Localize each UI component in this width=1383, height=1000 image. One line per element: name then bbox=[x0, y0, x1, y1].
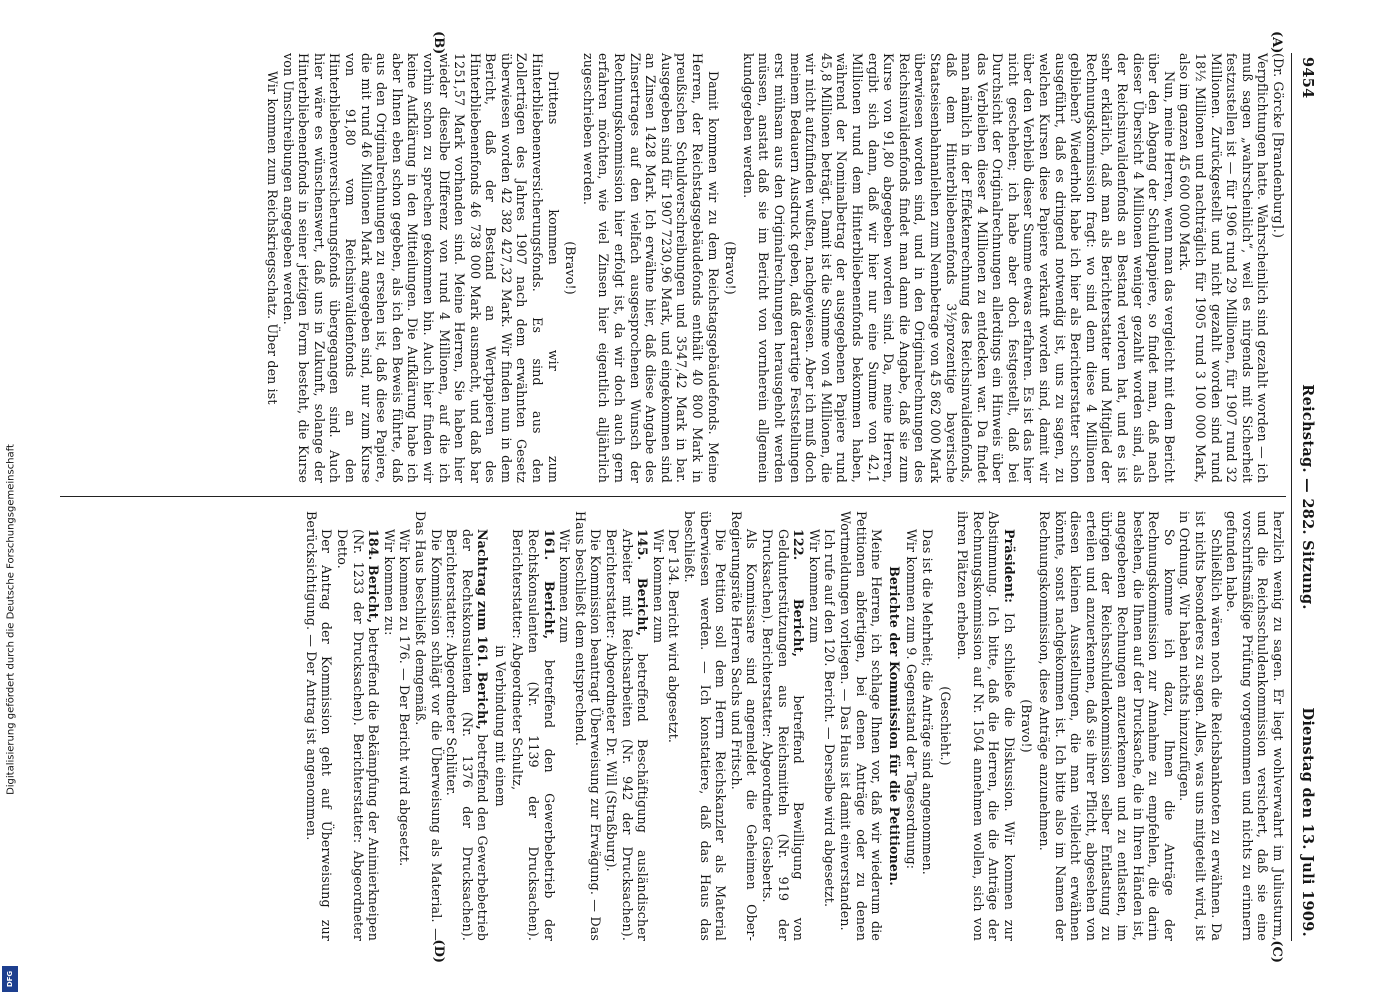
dfg-logo bbox=[2, 966, 18, 992]
report-entry bbox=[334, 511, 381, 941]
report-entry bbox=[603, 511, 650, 941]
paragraph: Schließlich wären noch die Reichsbanknoten zu erwähnen. Da ist nichts besonderes zu sagen. Alles, was uns mitgeteilt wird, ist in Ordnung. Wir haben nichts hinzuzufügen. bbox=[1176, 511, 1224, 941]
right-column bbox=[60, 511, 1286, 941]
margin-mark-b: (B) bbox=[430, 31, 446, 55]
paragraph: herzlich wenig zu sagen. Er liegt wohlverwahrt im Juliusturm, und die Reichsschuldenkommission versichert, daß sie eine vorschriftsmäßige Prüfung vorgenommen und nichts zu erinnern gefunden habe. bbox=[1223, 511, 1286, 941]
page-number: 9454 bbox=[1298, 57, 1316, 99]
paragraph: Die Kommission beantragt Überweisung zur Erwägung. — Das Haus beschließt dem entsprechend. bbox=[572, 511, 603, 941]
left-column bbox=[60, 53, 1286, 483]
report-text: betreffend den Gewerbebetrieb der Rechtskonsulenten (Nr. 1139 der Drucksachen). Berichterstatter: Abgeordneter Schultz, bbox=[510, 529, 557, 941]
report-number: 122. Bericht, bbox=[790, 529, 806, 658]
header-rule bbox=[1291, 53, 1292, 941]
paragraph: Wir kommen zum bbox=[650, 529, 666, 644]
report-text: betreffend Beschäftigung ausländischer Arbeiter mit Reichsarbeiten (Nr. 942 der Drucksachen). Berichterstatter: Abgeordneter Dr. Will (Straßburg). bbox=[603, 529, 650, 941]
paragraph: Die Petition soll dem Herrn Reichskanzler als Material überwiesen werden. — Ich konstatiere, daß das Haus das beschließt. bbox=[681, 511, 728, 941]
digitization-credit-text: Digitalisierung gefördert durch die Deutsche Forschungsgemeinschaft bbox=[5, 444, 17, 795]
report-number: Nachtrag zum 161. Bericht, bbox=[474, 529, 490, 730]
paragraph: Drittens kommen wir zum Hinterbliebenenversicherungsfonds. Es sind aus den Zollerträgen des Jahres 1907 nach dem erwähnten Gesetz überwiesen worden 42 382 427,32 Mark. Wir finden nun in dem Bericht, daß der Bestand an Wertpapieren des Hinterbliebenenfonds 46 738 000 Mark ausmacht, und daß bar 1251,57 Mark vorhanden sind. Meine Herren, Sie haben hier wieder dieselbe Differenz von rund 4 Millionen, auf die ich vorhin schon zu sprechen gekommen bin. Auch hier finden wir keine Aufklärung in den Mitteilungen. Die Aufklärung habe ich aber Ihnen eben schon gegeben, als ich den Beweis führte, daß aus den Originalrechnungen zu ersehen ist, daß diese Papiere, die mit rund 46 Millionen Mark angegeben sind, nur zum Kurse von 91,80 vom Reichsinvalidenfonds an den Hinterbliebenenversicherungsfonds übergegangen sind. Auch hier wäre es wünschenswert, daß uns in Zukunft, solange der Hinterbliebenenfonds in seiner jetzigen Form besteht, die Kurse von Umschreibungen angegeben werden. bbox=[280, 53, 561, 483]
paragraph: Verpflichtungen hatte. Wahrscheinlich sind gezahlt worden — ich muß sagen „wahrscheinlich“, weil es nirgends mit Sicherheit festzustellen ist — für 1906 rund 29 Millionen, für 1907 rund 32 Millionen. Zurückgestellt und nicht gezahlt worden sind rund 18½ Millionen und nachträglich für 1905 rund 3 100 000 Mark, also im ganzen 45 600 000 Mark. bbox=[1176, 53, 1270, 483]
report-entry bbox=[509, 511, 556, 941]
paragraph: Meine Herren, ich schlage Ihnen vor, daß wir wiederum die Petitionen abfertigen, bei denen Anträge oder zu denen Wortmeldungen vorliegen. — Das Haus ist damit einverstanden. bbox=[837, 511, 884, 941]
report-text: betreffend den Gewerbebetrieb der Rechtskonsulenten (Nr. 1376 der Drucksachen). Berichterstatter: Abgeordneter Schlüter. bbox=[443, 529, 490, 941]
paragraph: Nun, meine Herren, wenn man das vergleicht mit dem Bericht über den Abgang der Schuldpapiere, so findet man, daß nach dieser Übersicht 4 Millionen weniger gezahlt worden sind, als der Reichsinvalidenfonds an Bestand verloren hat, und es ist sehr erklärlich, daß man als Berichterstatter und Mitglied der Rechnungskommission fragt: wo sind denn diese 4 Millionen geblieben? Wiederholt habe ich hier als Berichterstatter schon ausgeführt, daß es dringend notwendig ist, uns zu sagen, zu welchen Kursen diese Papiere verkauft worden sind, damit wir über den Verbleib dieser Summe etwas erfahren. Es ist das hier nicht geschehen; ich habe aber doch festgestellt, daß bei Durchsicht der Originalrechnungen allerdings ein Hinweis über das Verbleiben dieser 4 Millionen zu entdecken war. Da findet man nämlich in der Effektenrechnung des Reichsinvalidenfonds, daß dem Hinterbliebenenfonds 3½prozentige bayerische Staatseisenbahnanleihen zum Nennbetrage von 45 862 000 Mark überwiesen worden sind, und in den Originalrechnungen des Reichsinvalidenfonds findet man dann die Angabe, daß sie zum Kurse von 91,80 abgegeben worden sind. Da, meine Herren, ergibt sich dann, daß wir hier nur eine Summe von 42,1 Millionen rund dem Hinterbliebenenfonds bekommen haben, während der Nominalbetrag der ausgegebenen Papiere rund 45,8 Millionen beträgt. Damit ist die Summe von 4 Millionen, die wir nicht aufzufinden wußten, nachgewiesen. Aber ich muß doch meinem Bedauern Ausdruck geben, daß derartige Feststellungen erst mühsam aus den Originalrechnungen herausgeholt werden müssen, anstatt daß sie im Bericht von vornherein allgemein kundgegeben werden. bbox=[740, 53, 1177, 483]
paragraph bbox=[954, 511, 1016, 941]
applause-note: (Bravo!) bbox=[562, 241, 578, 295]
page-header bbox=[1294, 53, 1318, 941]
paragraph: Wir kommen zum bbox=[806, 529, 822, 644]
connector-text: in Verbindung mit einem bbox=[492, 645, 508, 807]
paragraph: Wir kommen zu: bbox=[381, 529, 397, 636]
speaker-label: (Dr. Görcke [Brandenburg].) bbox=[1270, 53, 1286, 239]
paragraph: Ich rufe auf den 120. Bericht. — Derselbe wird abgesetzt. bbox=[821, 529, 837, 908]
paragraph: Wir kommen zu 176. — Der Bericht wird abgesetzt. bbox=[396, 529, 412, 867]
applause-note: (Bravo!) bbox=[722, 241, 738, 295]
text-columns bbox=[60, 31, 1286, 963]
page-title: Reichstag. — 282. Sitzung. bbox=[1298, 384, 1316, 610]
report-text: betreffend die Bekämpfung der Animierkneipen (Nr. 1233 der Drucksachen). Berichterstatter: Abgeordneter Detto. bbox=[334, 529, 381, 941]
scanned-page bbox=[52, 27, 1332, 967]
paragraph: Damit kommen wir zu dem Reichstagsgebäudefonds. Meine Herren, der Reichstagsgebäudefonds enthält 40 800 Mark in preußischen Schuldverschreibungen und 3547,42 Mark in bar. Ausgegeben sind für 1907 7230,96 Mark, und eingekommen sind an Zinsen 1428 Mark. Ich erwähne hier, daß diese Angabe des Zinsertrages auf den vielfach ausgesprochenen Wunsch der Rechnungskommission hier erfolgt ist, da wir doch auch gern erfahren möchten, wie viel Zinsen hier eigentlich alljährlich zugeschrieben werden. bbox=[580, 53, 721, 483]
president-statement: Ich schließe die Diskussion. Wir kommen zur Abstimmung. Ich bitte, daß die Herren, die die Anträge der Rechnungskommission auf Nr. 1504 annehmen wollen, sich von ihren Plätzen erheben. bbox=[954, 511, 1017, 941]
paragraph: Wir kommen zum Reichskriegsschatz. Über den ist bbox=[264, 71, 280, 405]
paragraph: Der 134. Bericht wird abgesetzt. bbox=[665, 529, 681, 744]
agenda-heading: Berichte der Kommission für die Petitionen. bbox=[886, 566, 902, 886]
dfg-logo-text: DFG bbox=[6, 970, 14, 988]
report-number: 184. Bericht, bbox=[365, 529, 381, 624]
president-label: Präsident: bbox=[1001, 529, 1017, 604]
margin-mark-d: (D) bbox=[430, 939, 446, 963]
digitization-credit bbox=[0, 250, 22, 990]
paragraph: Als Kommissare sind angemeldet die Geheimen Ober-Regierungsräte Herren Sachs und Fritsch. bbox=[728, 511, 759, 941]
paragraph: Die Kommission schlägt vor die Überweisung als Material. — Das Haus beschließt demgemäß. bbox=[412, 511, 444, 941]
paragraph: Wir kommen zum bbox=[556, 529, 572, 644]
report-number: 161. Bericht, bbox=[541, 529, 557, 640]
column-divider bbox=[60, 496, 1286, 497]
margin-mark-c: (C) bbox=[1268, 940, 1284, 963]
paragraph: So komme ich dazu, Ihnen die Anträge der Rechnungskommission zur Annahme zu empfehlen, die darin bestehen, die Ihnen auf der Drucksache, die in Ihren Händen ist, angegebenen Rechnungen anzuerkennen und zu entlasten, im übrigen der Reichsschuldenkommission selber Entlastung zu erteilen und anzuerkennen, daß sie ihrer Pflicht, abgesehen von diesen kleinen Ausstellungen, die man vielleicht erwähnen könnte, sonst nachgekommen ist. Ich bitte also im Namen der Rechnungskommission, diese Anträge anzunehmen. bbox=[1036, 511, 1177, 941]
applause-note: (Bravo!) bbox=[1019, 699, 1034, 753]
report-number: 145. Bericht, bbox=[634, 529, 650, 637]
paragraph: Das ist die Mehrheit; die Anträge sind angenommen. bbox=[919, 529, 935, 875]
report-entry bbox=[759, 511, 806, 941]
session-date: Dienstag den 13. Juli 1909. bbox=[1298, 707, 1316, 937]
margin-mark-a: (A) bbox=[1268, 31, 1284, 54]
paragraph: Der Antrag der Kommission geht auf Überweisung zur Berücksichtigung. — Der Antrag ist angenommen. bbox=[303, 511, 334, 941]
event-note: (Geschieht.) bbox=[937, 686, 953, 766]
report-entry bbox=[443, 511, 490, 941]
paragraph: Wir kommen zum 9. Gegenstand der Tagesordnung: bbox=[903, 529, 919, 870]
report-text: betreffend Bewilligung von Geldunterstützungen aus Reichsmitteln (Nr. 919 der Drucksachen). Berichterstatter: Abgeordneter Giesberts. bbox=[759, 529, 806, 942]
